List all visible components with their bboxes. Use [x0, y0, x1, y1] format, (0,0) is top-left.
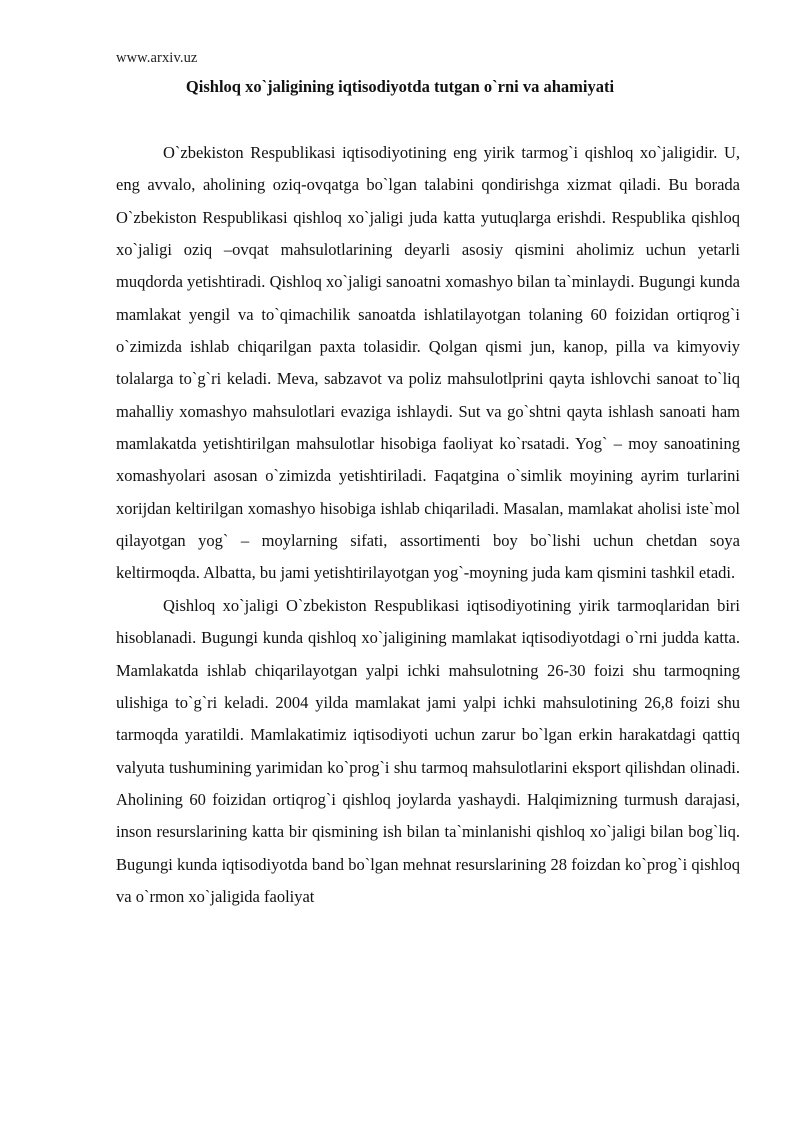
- paragraph: O`zbekiston Respublikasi iqtisodiyotining eng yirik tarmog`i qishloq xo`jaligidir. U, eng avvalo, aholining oziq-ovqatga bo`lgan talabini qondirishga xizmat qiladi. Bu borada O`zbekiston Respublikasi qishloq xo`jaligi juda katta yutuqlarga erishdi. Respublika qishloq xo`jaligi oziq –ovqat mahsulotlarining deyarli asosiy qismini aholimiz uchun yetarli muqdorda yetishtiradi. Qishloq xo`jaligi sanoatni xomashyo bilan ta`minlaydi. Bugungi kunda mamlakat yengil va to`qimachilik sanoatda ishlatilayotgan tolaning 60 foizidan ortiqrog`i o`zimizda ishlab chiqarilgan paxta tolasidir. Qolgan qismi jun, kanop, pilla va kimyoviy tolalarga to`g`ri keladi. Meva, sabzavot va poliz mahsulotlprini qayta ishlovchi sanoat to`liq mahalliy xomashyo mahsulotlari evaziga ishlaydi. Sut va go`shtni qayta ishlash sanoati ham mamlakatda yetishtirilgan mahsulotlar hisobiga faoliyat ko`rsatadi. Yog` – moy sanoatining xomashyolari asosan o`zimizda yetishtiriladi. Faqatgina o`simlik moyining ayrim turlarini xorijdan keltirilgan xomashyo hisobiga ishlab chiqariladi. Masalan, mamlakat aholisi iste`mol qilayotgan yog` – moylarning sifati, assortimenti boy bo`lishi uchun chetdan soya keltirmoqda. Albatta, bu jami yetishtirilayotgan yog`-moyning juda kam qismini tashkil etadi.: [116, 143, 740, 583]
- paragraph: Qishloq xo`jaligi O`zbekiston Respublikasi iqtisodiyotining yirik tarmoqlaridan biri hisoblanadi. Bugungi kunda qishloq xo`jaligining mamlakat iqtisodiyotdagi o`rni judda katta. Mamlakatda ishlab chiqarilayotgan yalpi ichki mahsulotning 26-30 foizi shu tarmoqning ulishiga to`g`ri keladi. 2004 yilda mamlakat jami yalpi ichki mahsulotining 26,8 foizi shu tarmoqda yaratildi. Mamlakatimiz iqtisodiyoti uchun zarur bo`lgan erkin harakatdagi qattiq valyuta tushumining yarimidan ko`prog`i shu tarmoq mahsulotlarini eksport qilishdan olinadi. Aholining 60 foizidan ortiqrog`i qishloq joylarda yashaydi. Halqimizning turmush darajasi, inson resurslarining katta bir qismining ish bilan ta`minlanishi qishloq xo`jaligi bilan bog`liq. Bugungi kunda iqtisodiyotda band bo`lgan mehnat resurslarining 28 foizdan ko`prog`i qishloq va o`rmon xo`jaligida faoliyat: [116, 595, 740, 906]
- site-header: www.arxiv.uz: [116, 50, 198, 66]
- document-body: [116, 137, 740, 913]
- document-title: Qishloq xo`jaligining iqtisodiyotda tutgan o`rni va ahamiyati: [185, 77, 615, 96]
